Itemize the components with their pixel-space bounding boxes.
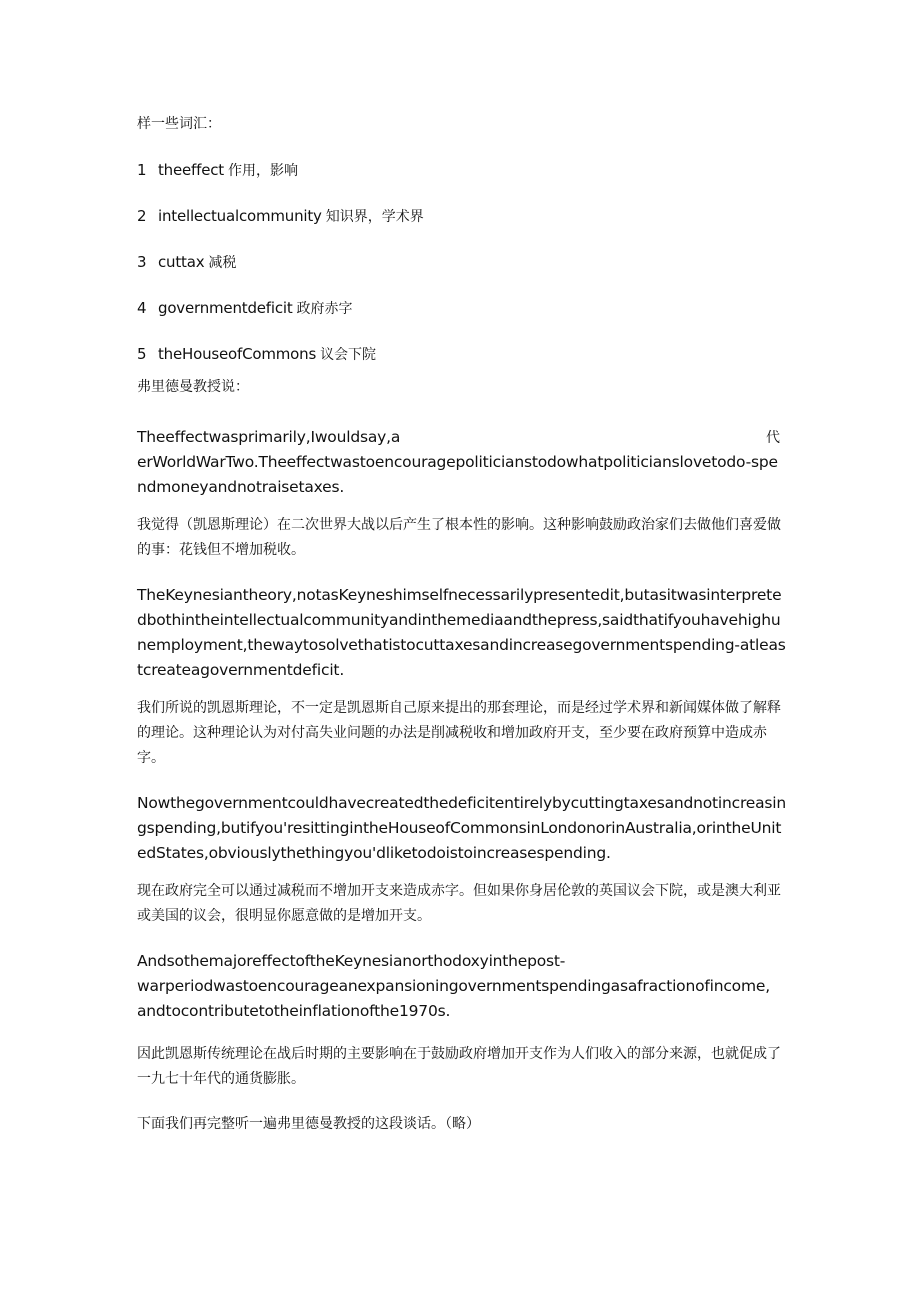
vocab-item (137, 342, 787, 375)
vocab-meaning: 作用，影响 (227, 163, 298, 179)
vocab-term: governmentdeficit (158, 299, 293, 317)
vocab-number: 5 (137, 345, 147, 363)
vocab-intro: 样一些词汇： (137, 116, 221, 132)
chinese-translation: 因此凯恩斯传统理论在战后时期的主要影响在于鼓励政府增加开支作为人们收入的部分来源，也就促成了一九七十年代的通货膨胀。 (137, 1046, 781, 1087)
english-line: andtocontributetotheinflationofthe1970s. (137, 1002, 451, 1020)
vocab-list (137, 158, 787, 375)
vocab-meaning: 政府赤字 (296, 301, 353, 317)
chinese-translation: 我们所说的凯恩斯理论，不一定是凯恩斯自己原来提出的那套理论，而是经过学术界和新闻媒体做了解释的理论。这种理论认为对付高失业问题的办法是削减税收和增加政府开支，至少要在政府预算中造成赤字。 (137, 700, 781, 766)
chinese-translation: 我觉得（凯恩斯理论）在二次世界大战以后产生了根本性的影响。这种影响鼓励政治家们去做他们喜爱做的事：花钱但不增加税收。 (137, 517, 781, 558)
vocab-number: 1 (137, 161, 147, 179)
vocab-meaning: 议会下院 (320, 347, 377, 363)
passage (137, 791, 787, 929)
english-first-line (137, 425, 780, 450)
chinese-translation: 现在政府完全可以通过减税而不增加开支来造成赤字。但如果你身居伦敦的英国议会下院，或是澳大利亚或美国的议会，很明显你愿意做的是增加开支。 (137, 883, 781, 924)
english-line: AndsothemajoreffectoftheKeynesianorthodoxyinthepost- (137, 952, 566, 970)
vocab-term: intellectualcommunity (158, 207, 322, 225)
vocab-number: 3 (137, 253, 147, 271)
english-text: Theeffectwasprimarily,Iwouldsay,a (137, 428, 401, 446)
vocab-item (137, 158, 787, 204)
vocab-term: theHouseofCommons (158, 345, 317, 363)
closing-note: 下面我们再完整听一遍弗里德曼教授的这段谈话。（略） (137, 1116, 480, 1132)
document-body (137, 112, 787, 1137)
vocab-number: 4 (137, 299, 147, 317)
english-text-tail: 代 (766, 430, 780, 446)
passage (137, 425, 787, 563)
english-line: warperiodwastoencourageanexpansioningovernmentspendingasafractionofincome, (137, 977, 770, 995)
vocab-term: theeffect (158, 161, 224, 179)
speaker-intro: 弗里德曼教授说： (137, 379, 249, 395)
vocab-item (137, 296, 787, 342)
vocab-item (137, 250, 787, 296)
vocab-meaning: 减税 (208, 255, 237, 271)
passage (137, 583, 787, 771)
english-paragraph: erWorldWarTwo.Theeffectwastoencouragepoliticianstodowhatpoliticianslovetodo-spendmoneyandnotraisetaxes. (137, 453, 778, 496)
vocab-item (137, 204, 787, 250)
vocab-term: cuttax (158, 253, 205, 271)
vocab-number: 2 (137, 207, 147, 225)
english-paragraph: Nowthegovernmentcouldhavecreatedthedeficitentirelybycuttingtaxesandnotincreasingspending,butifyou'resittingintheHouseofCommonsinLondonorinAustralia,orintheUnitedStates,obviouslythethingyou'dliketodoistoincreasespending. (137, 794, 787, 862)
english-paragraph: TheKeynesiantheory,notasKeyneshimselfnecessarilypresentedit,butasitwasinterpretedbothintheintellectualcommunityandinthemediaandthepress,saidthatifyouhavehighunemployment,thewaytosolvethatistocuttaxesandincreasegovernmentspending-atleastcreateagovernmentdeficit. (137, 586, 786, 679)
passage (137, 949, 787, 1092)
vocab-meaning: 知识界，学术界 (325, 209, 424, 225)
